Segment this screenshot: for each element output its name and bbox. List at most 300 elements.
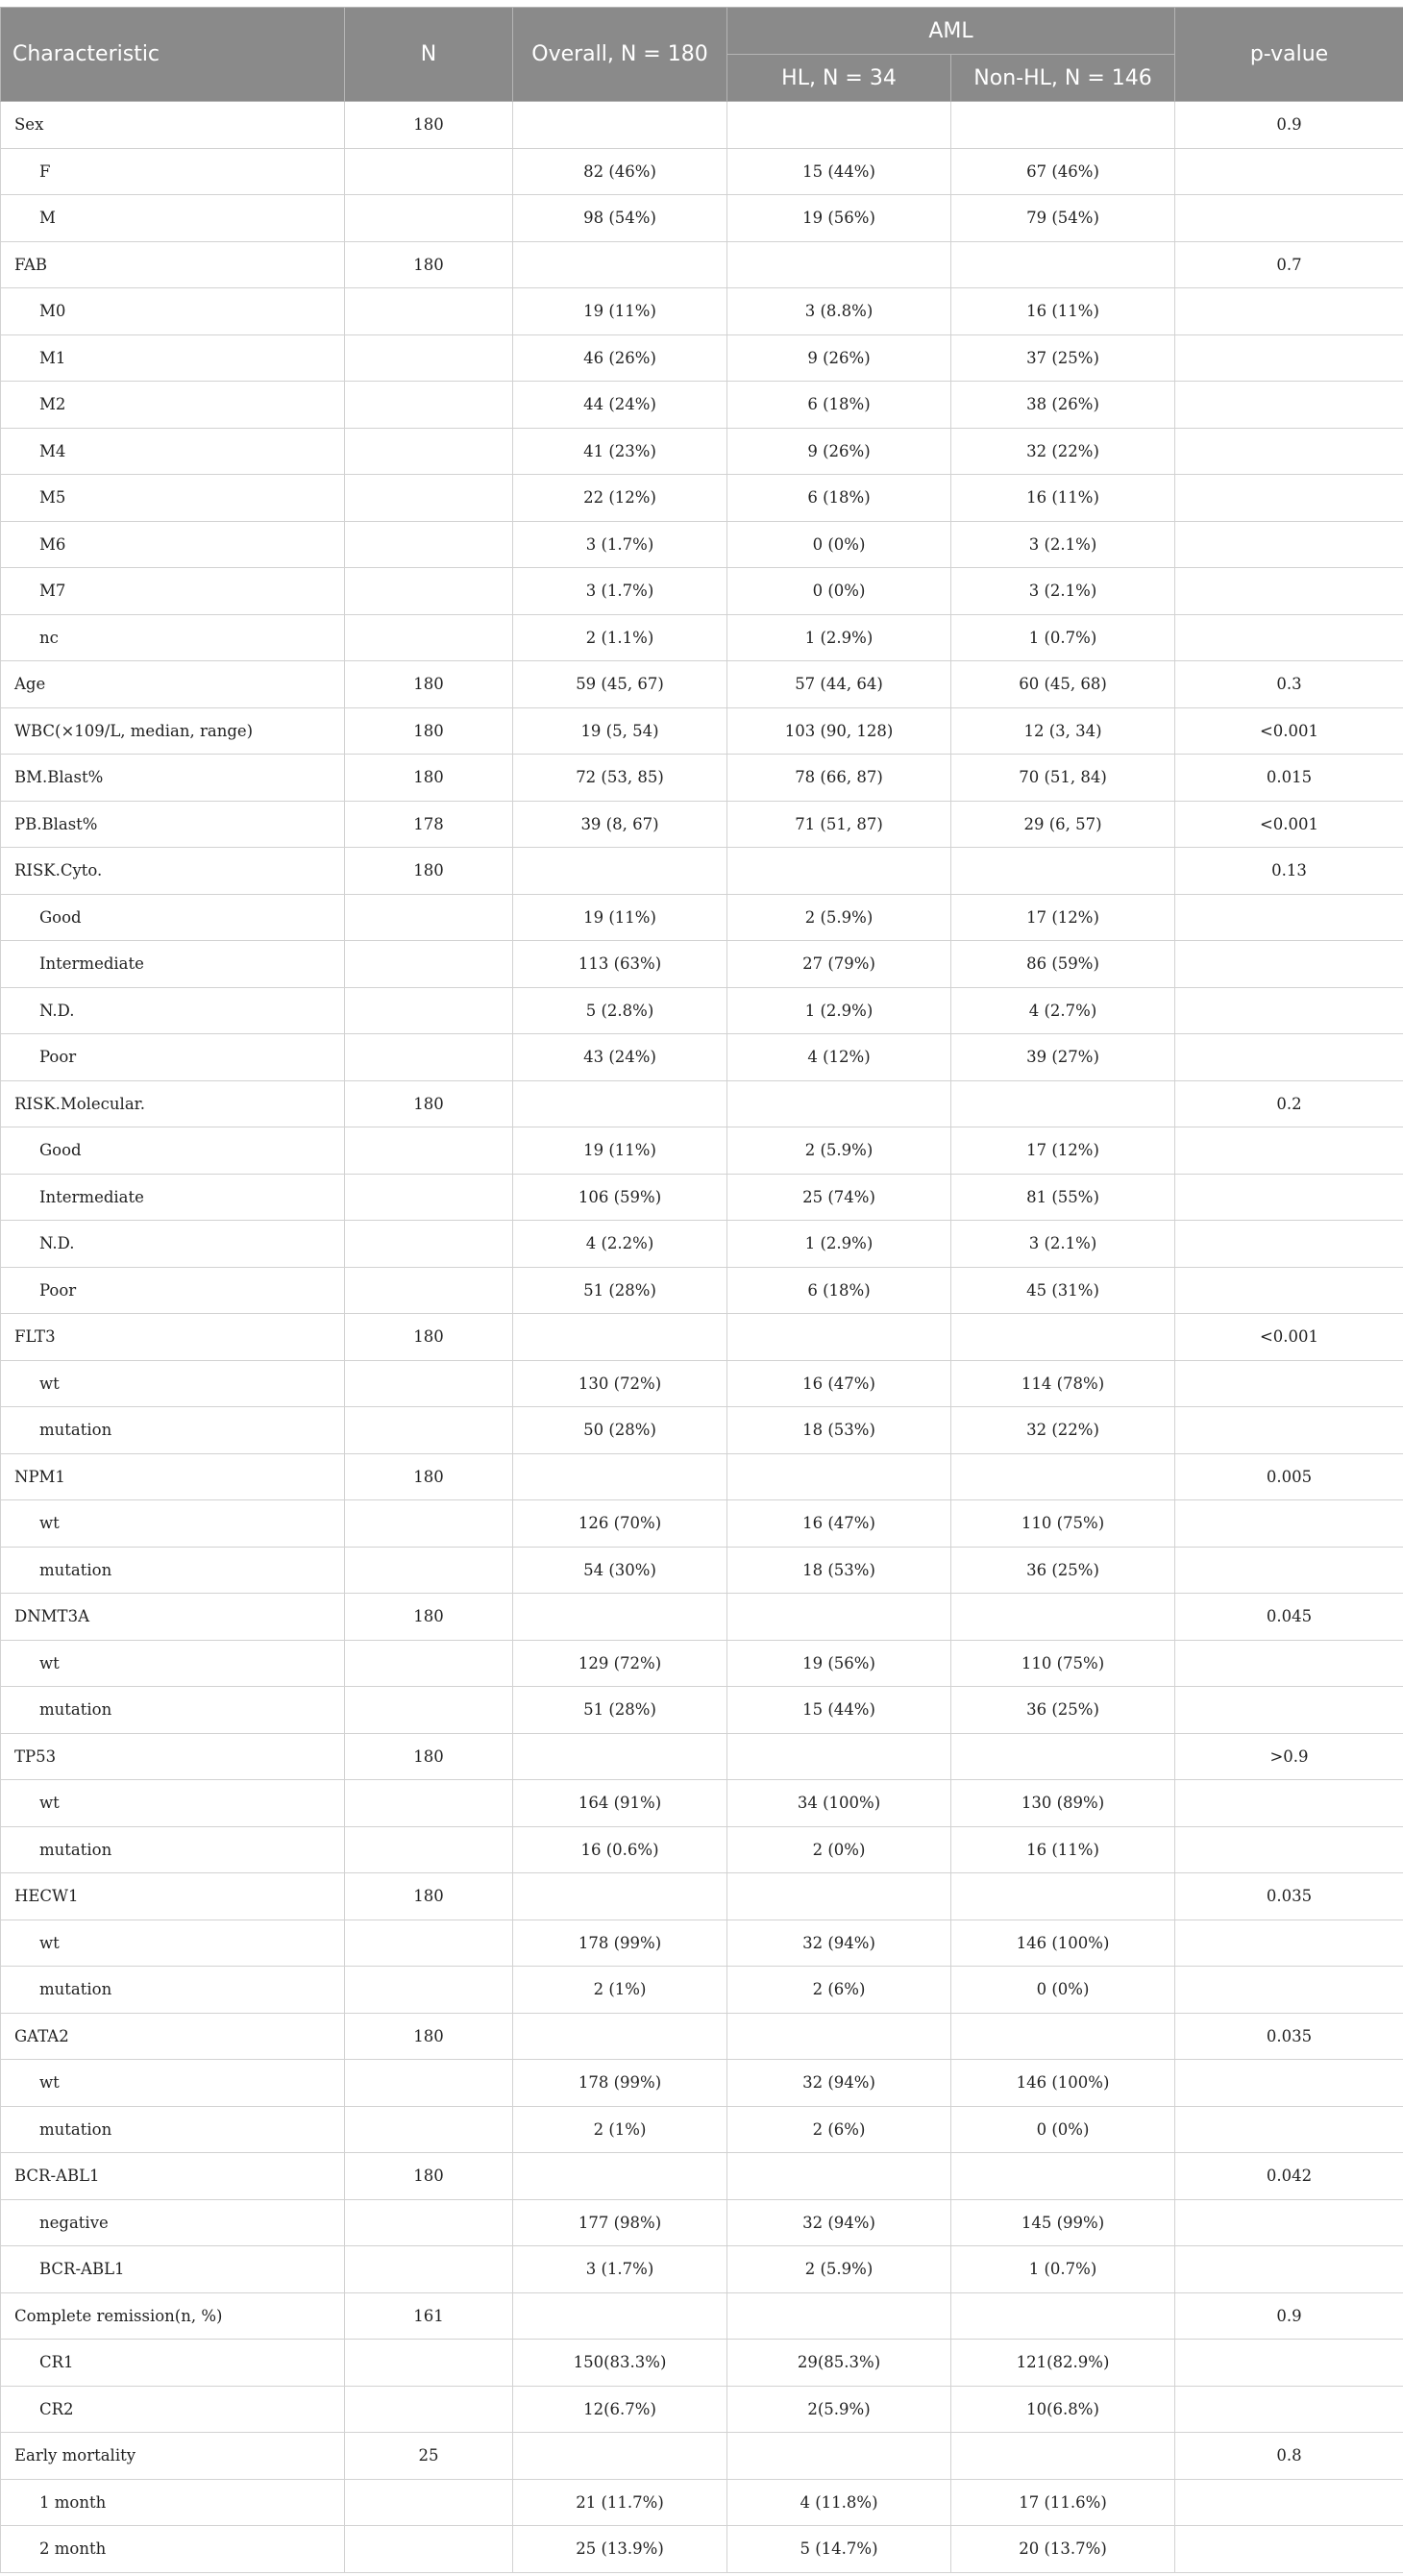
cell-n xyxy=(345,2340,513,2387)
cell-p-value xyxy=(1175,195,1403,242)
cell-p-value xyxy=(1175,1360,1403,1407)
row-label: 2 month xyxy=(1,2526,345,2573)
cell-n xyxy=(345,941,513,988)
cell-overall: 19 (11%) xyxy=(513,288,727,335)
cell-non-hl: 86 (59%) xyxy=(951,941,1175,988)
row-label: RISK.Molecular. xyxy=(1,1080,345,1127)
cell-n xyxy=(345,1127,513,1175)
row-label: 1 month xyxy=(1,2479,345,2526)
row-label: F xyxy=(1,148,345,195)
cell-n xyxy=(345,1687,513,1734)
cell-non-hl xyxy=(951,848,1175,895)
cell-n xyxy=(345,894,513,941)
table-subrow xyxy=(1,288,1403,335)
cell-non-hl xyxy=(951,2153,1175,2200)
cell-hl: 71 (51, 87) xyxy=(727,801,951,848)
cell-p-value xyxy=(1175,1267,1403,1314)
cell-overall xyxy=(513,1453,727,1500)
cell-hl: 9 (26%) xyxy=(727,334,951,382)
header-p-value: p-value xyxy=(1175,8,1403,102)
cell-overall: 178 (99%) xyxy=(513,1920,727,1967)
row-label: wt xyxy=(1,2060,345,2107)
cell-n: 180 xyxy=(345,241,513,288)
table-row xyxy=(1,1733,1403,1780)
cell-hl xyxy=(727,1453,951,1500)
cell-overall: 2 (1.1%) xyxy=(513,614,727,661)
table-row xyxy=(1,1080,1403,1127)
cell-p-value xyxy=(1175,1034,1403,1081)
table-subrow xyxy=(1,568,1403,615)
cell-overall: 82 (46%) xyxy=(513,148,727,195)
cell-non-hl: 37 (25%) xyxy=(951,334,1175,382)
table-subrow xyxy=(1,1127,1403,1175)
cell-p-value xyxy=(1175,521,1403,568)
table-row xyxy=(1,801,1403,848)
cell-p-value: <0.001 xyxy=(1175,801,1403,848)
cell-overall: 177 (98%) xyxy=(513,2199,727,2246)
cell-hl: 1 (2.9%) xyxy=(727,1221,951,1268)
table-row xyxy=(1,2292,1403,2340)
row-label: wt xyxy=(1,1780,345,1827)
cell-hl: 27 (79%) xyxy=(727,941,951,988)
row-label: wt xyxy=(1,1920,345,1967)
cell-non-hl xyxy=(951,1314,1175,1361)
cell-non-hl: 81 (55%) xyxy=(951,1174,1175,1221)
cell-n xyxy=(345,382,513,429)
table-subrow xyxy=(1,614,1403,661)
cell-non-hl: 3 (2.1%) xyxy=(951,521,1175,568)
cell-n xyxy=(345,1221,513,1268)
cell-p-value xyxy=(1175,288,1403,335)
cell-non-hl: 16 (11%) xyxy=(951,288,1175,335)
cell-hl: 0 (0%) xyxy=(727,521,951,568)
cell-hl xyxy=(727,102,951,149)
cell-overall: 51 (28%) xyxy=(513,1687,727,1734)
row-label: Age xyxy=(1,661,345,708)
cell-p-value: 0.045 xyxy=(1175,1594,1403,1641)
cell-non-hl xyxy=(951,102,1175,149)
cell-hl xyxy=(727,241,951,288)
cell-hl: 25 (74%) xyxy=(727,1174,951,1221)
cell-non-hl: 121(82.9%) xyxy=(951,2340,1175,2387)
cell-hl xyxy=(727,1733,951,1780)
row-label: GATA2 xyxy=(1,2013,345,2060)
table-subrow xyxy=(1,521,1403,568)
cell-non-hl: 79 (54%) xyxy=(951,195,1175,242)
cell-overall xyxy=(513,1733,727,1780)
cell-hl: 32 (94%) xyxy=(727,2199,951,2246)
header-overall: Overall, N = 180 xyxy=(513,8,727,102)
cell-p-value xyxy=(1175,382,1403,429)
cell-p-value xyxy=(1175,2386,1403,2433)
cell-p-value: 0.042 xyxy=(1175,2153,1403,2200)
cell-hl xyxy=(727,1594,951,1641)
table-row xyxy=(1,707,1403,755)
cell-n: 180 xyxy=(345,2153,513,2200)
table-subrow xyxy=(1,1360,1403,1407)
cell-overall xyxy=(513,1873,727,1920)
cell-non-hl: 110 (75%) xyxy=(951,1640,1175,1687)
cell-non-hl: 38 (26%) xyxy=(951,382,1175,429)
cell-overall: 3 (1.7%) xyxy=(513,568,727,615)
cell-n xyxy=(345,428,513,475)
cell-non-hl: 146 (100%) xyxy=(951,1920,1175,1967)
cell-p-value xyxy=(1175,1967,1403,2014)
cell-overall xyxy=(513,2153,727,2200)
table-subrow xyxy=(1,2106,1403,2153)
cell-n xyxy=(345,334,513,382)
row-label: M2 xyxy=(1,382,345,429)
cell-non-hl: 145 (99%) xyxy=(951,2199,1175,2246)
row-label: PB.Blast% xyxy=(1,801,345,848)
row-label: DNMT3A xyxy=(1,1594,345,1641)
cell-p-value xyxy=(1175,1920,1403,1967)
row-label: RISK.Cyto. xyxy=(1,848,345,895)
row-label: M7 xyxy=(1,568,345,615)
table-subrow xyxy=(1,1920,1403,1967)
row-label: Sex xyxy=(1,102,345,149)
cell-n xyxy=(345,987,513,1034)
cell-p-value xyxy=(1175,1127,1403,1175)
table-row xyxy=(1,1314,1403,1361)
cell-hl: 2 (5.9%) xyxy=(727,2246,951,2293)
table-subrow xyxy=(1,2060,1403,2107)
cell-hl xyxy=(727,2433,951,2480)
cell-overall: 106 (59%) xyxy=(513,1174,727,1221)
cell-n: 180 xyxy=(345,1733,513,1780)
cell-n xyxy=(345,1267,513,1314)
cell-non-hl: 45 (31%) xyxy=(951,1267,1175,1314)
cell-p-value: 0.13 xyxy=(1175,848,1403,895)
header-non-hl: Non-HL, N = 146 xyxy=(951,55,1175,102)
cell-n: 180 xyxy=(345,661,513,708)
cell-n xyxy=(345,2479,513,2526)
table-subrow xyxy=(1,428,1403,475)
cell-non-hl: 12 (3, 34) xyxy=(951,707,1175,755)
cell-p-value xyxy=(1175,1640,1403,1687)
cell-n: 180 xyxy=(345,1594,513,1641)
table-subrow xyxy=(1,1034,1403,1081)
cell-overall: 164 (91%) xyxy=(513,1780,727,1827)
cell-overall xyxy=(513,1314,727,1361)
row-label: TP53 xyxy=(1,1733,345,1780)
row-label: mutation xyxy=(1,1826,345,1873)
row-label: wt xyxy=(1,1360,345,1407)
row-label: Poor xyxy=(1,1267,345,1314)
cell-p-value: 0.9 xyxy=(1175,2292,1403,2340)
cell-overall: 5 (2.8%) xyxy=(513,987,727,1034)
cell-overall: 46 (26%) xyxy=(513,334,727,382)
cell-n xyxy=(345,1826,513,1873)
cell-n xyxy=(345,614,513,661)
cell-n: 180 xyxy=(345,707,513,755)
cell-non-hl: 1 (0.7%) xyxy=(951,2246,1175,2293)
cell-overall: 129 (72%) xyxy=(513,1640,727,1687)
cell-n: 180 xyxy=(345,1314,513,1361)
cell-non-hl: 70 (51, 84) xyxy=(951,755,1175,802)
table-subrow xyxy=(1,1407,1403,1454)
cell-hl: 2 (5.9%) xyxy=(727,894,951,941)
table-subrow xyxy=(1,2386,1403,2433)
row-label: mutation xyxy=(1,1407,345,1454)
row-label: mutation xyxy=(1,1687,345,1734)
table-subrow xyxy=(1,2340,1403,2387)
table-row xyxy=(1,755,1403,802)
cell-overall: 113 (63%) xyxy=(513,941,727,988)
cell-overall xyxy=(513,2013,727,2060)
table-header xyxy=(1,8,1403,102)
cell-overall xyxy=(513,1594,727,1641)
cell-p-value xyxy=(1175,1174,1403,1221)
cell-overall xyxy=(513,1080,727,1127)
cell-n xyxy=(345,2246,513,2293)
cell-hl: 15 (44%) xyxy=(727,1687,951,1734)
cell-hl: 103 (90, 128) xyxy=(727,707,951,755)
cell-overall: 50 (28%) xyxy=(513,1407,727,1454)
cell-overall: 2 (1%) xyxy=(513,1967,727,2014)
table-row xyxy=(1,848,1403,895)
cell-p-value xyxy=(1175,894,1403,941)
row-label: M1 xyxy=(1,334,345,382)
cell-hl: 2 (6%) xyxy=(727,1967,951,2014)
cell-hl: 78 (66, 87) xyxy=(727,755,951,802)
row-label: CR2 xyxy=(1,2386,345,2433)
cell-n: 25 xyxy=(345,2433,513,2480)
cell-n xyxy=(345,2386,513,2433)
cell-non-hl: 0 (0%) xyxy=(951,2106,1175,2153)
cell-p-value xyxy=(1175,1547,1403,1594)
cell-p-value xyxy=(1175,2060,1403,2107)
cell-n: 180 xyxy=(345,848,513,895)
row-label: Early mortality xyxy=(1,2433,345,2480)
cell-hl: 6 (18%) xyxy=(727,475,951,522)
cell-hl: 29(85.3%) xyxy=(727,2340,951,2387)
characteristics-table xyxy=(0,7,1403,2573)
cell-non-hl: 114 (78%) xyxy=(951,1360,1175,1407)
cell-p-value xyxy=(1175,2106,1403,2153)
table-row xyxy=(1,241,1403,288)
table-row xyxy=(1,2013,1403,2060)
cell-hl: 2 (5.9%) xyxy=(727,1127,951,1175)
cell-p-value xyxy=(1175,1221,1403,1268)
cell-non-hl: 110 (75%) xyxy=(951,1500,1175,1548)
table-subrow xyxy=(1,1547,1403,1594)
cell-p-value: 0.015 xyxy=(1175,755,1403,802)
cell-non-hl xyxy=(951,1594,1175,1641)
cell-overall: 19 (5, 54) xyxy=(513,707,727,755)
cell-overall: 2 (1%) xyxy=(513,2106,727,2153)
cell-p-value: 0.035 xyxy=(1175,1873,1403,1920)
cell-overall: 126 (70%) xyxy=(513,1500,727,1548)
table-subrow xyxy=(1,1221,1403,1268)
cell-p-value xyxy=(1175,1687,1403,1734)
cell-non-hl: 146 (100%) xyxy=(951,2060,1175,2107)
cell-overall: 21 (11.7%) xyxy=(513,2479,727,2526)
row-label: FAB xyxy=(1,241,345,288)
cell-hl: 3 (8.8%) xyxy=(727,288,951,335)
table-subrow xyxy=(1,894,1403,941)
cell-non-hl: 0 (0%) xyxy=(951,1967,1175,2014)
cell-n: 180 xyxy=(345,1080,513,1127)
cell-p-value xyxy=(1175,334,1403,382)
cell-non-hl: 60 (45, 68) xyxy=(951,661,1175,708)
cell-p-value: <0.001 xyxy=(1175,707,1403,755)
cell-p-value xyxy=(1175,1826,1403,1873)
cell-n xyxy=(345,2106,513,2153)
cell-p-value xyxy=(1175,148,1403,195)
cell-hl: 2 (0%) xyxy=(727,1826,951,1873)
cell-non-hl: 4 (2.7%) xyxy=(951,987,1175,1034)
cell-overall: 98 (54%) xyxy=(513,195,727,242)
cell-overall: 16 (0.6%) xyxy=(513,1826,727,1873)
table-subrow xyxy=(1,195,1403,242)
cell-hl xyxy=(727,2292,951,2340)
cell-overall: 3 (1.7%) xyxy=(513,2246,727,2293)
cell-non-hl: 32 (22%) xyxy=(951,1407,1175,1454)
cell-non-hl: 39 (27%) xyxy=(951,1034,1175,1081)
cell-non-hl xyxy=(951,241,1175,288)
row-label: M4 xyxy=(1,428,345,475)
cell-n xyxy=(345,1407,513,1454)
cell-hl: 15 (44%) xyxy=(727,148,951,195)
row-label: Good xyxy=(1,1127,345,1175)
cell-hl xyxy=(727,1314,951,1361)
cell-n xyxy=(345,1034,513,1081)
cell-n xyxy=(345,1780,513,1827)
cell-hl: 32 (94%) xyxy=(727,1920,951,1967)
cell-hl: 4 (11.8%) xyxy=(727,2479,951,2526)
cell-n xyxy=(345,1174,513,1221)
cell-n xyxy=(345,288,513,335)
cell-hl: 6 (18%) xyxy=(727,382,951,429)
cell-hl: 4 (12%) xyxy=(727,1034,951,1081)
cell-hl: 9 (26%) xyxy=(727,428,951,475)
cell-overall: 41 (23%) xyxy=(513,428,727,475)
cell-overall: 59 (45, 67) xyxy=(513,661,727,708)
cell-p-value: <0.001 xyxy=(1175,1314,1403,1361)
table-subrow xyxy=(1,941,1403,988)
table-subrow xyxy=(1,2479,1403,2526)
table-subrow xyxy=(1,1687,1403,1734)
cell-non-hl: 67 (46%) xyxy=(951,148,1175,195)
cell-non-hl: 29 (6, 57) xyxy=(951,801,1175,848)
cell-hl: 16 (47%) xyxy=(727,1500,951,1548)
cell-hl: 18 (53%) xyxy=(727,1547,951,1594)
cell-hl xyxy=(727,848,951,895)
table-subrow xyxy=(1,475,1403,522)
row-label: Intermediate xyxy=(1,941,345,988)
cell-hl xyxy=(727,1080,951,1127)
cell-n xyxy=(345,1920,513,1967)
cell-n xyxy=(345,475,513,522)
table-row xyxy=(1,2433,1403,2480)
row-label: M xyxy=(1,195,345,242)
row-label: BM.Blast% xyxy=(1,755,345,802)
table-subrow xyxy=(1,2199,1403,2246)
cell-overall xyxy=(513,2292,727,2340)
cell-p-value xyxy=(1175,1407,1403,1454)
row-label: Complete remission(n, %) xyxy=(1,2292,345,2340)
cell-p-value: 0.2 xyxy=(1175,1080,1403,1127)
cell-non-hl: 3 (2.1%) xyxy=(951,568,1175,615)
table-row xyxy=(1,1453,1403,1500)
row-label: nc xyxy=(1,614,345,661)
cell-non-hl xyxy=(951,1453,1175,1500)
cell-n: 178 xyxy=(345,801,513,848)
cell-p-value: 0.9 xyxy=(1175,102,1403,149)
cell-overall: 150(83.3%) xyxy=(513,2340,727,2387)
cell-n xyxy=(345,568,513,615)
table-subrow xyxy=(1,1967,1403,2014)
row-label: Poor xyxy=(1,1034,345,1081)
cell-non-hl: 16 (11%) xyxy=(951,1826,1175,1873)
cell-n xyxy=(345,2060,513,2107)
cell-non-hl xyxy=(951,2013,1175,2060)
cell-non-hl: 20 (13.7%) xyxy=(951,2526,1175,2573)
table-subrow xyxy=(1,148,1403,195)
row-label: N.D. xyxy=(1,987,345,1034)
cell-non-hl: 3 (2.1%) xyxy=(951,1221,1175,1268)
cell-non-hl: 10(6.8%) xyxy=(951,2386,1175,2433)
cell-n xyxy=(345,1640,513,1687)
cell-hl: 1 (2.9%) xyxy=(727,614,951,661)
cell-hl: 6 (18%) xyxy=(727,1267,951,1314)
cell-n xyxy=(345,148,513,195)
cell-overall xyxy=(513,102,727,149)
cell-hl: 16 (47%) xyxy=(727,1360,951,1407)
cell-overall: 54 (30%) xyxy=(513,1547,727,1594)
table-subrow xyxy=(1,382,1403,429)
cell-hl: 19 (56%) xyxy=(727,195,951,242)
cell-non-hl: 36 (25%) xyxy=(951,1547,1175,1594)
cell-overall: 22 (12%) xyxy=(513,475,727,522)
cell-n xyxy=(345,195,513,242)
cell-overall: 19 (11%) xyxy=(513,894,727,941)
cell-non-hl: 130 (89%) xyxy=(951,1780,1175,1827)
row-label: Intermediate xyxy=(1,1174,345,1221)
cell-n: 180 xyxy=(345,1453,513,1500)
cell-overall: 12(6.7%) xyxy=(513,2386,727,2433)
table-subrow xyxy=(1,987,1403,1034)
cell-non-hl: 36 (25%) xyxy=(951,1687,1175,1734)
row-label: BCR-ABL1 xyxy=(1,2246,345,2293)
table-subrow xyxy=(1,1640,1403,1687)
cell-p-value xyxy=(1175,2526,1403,2573)
cell-hl: 2(5.9%) xyxy=(727,2386,951,2433)
cell-n: 180 xyxy=(345,1873,513,1920)
table-row xyxy=(1,102,1403,149)
row-label: mutation xyxy=(1,2106,345,2153)
cell-p-value xyxy=(1175,614,1403,661)
cell-n xyxy=(345,1500,513,1548)
cell-n: 161 xyxy=(345,2292,513,2340)
row-label: negative xyxy=(1,2199,345,2246)
row-label: mutation xyxy=(1,1967,345,2014)
cell-p-value: 0.3 xyxy=(1175,661,1403,708)
cell-overall: 130 (72%) xyxy=(513,1360,727,1407)
table-subrow xyxy=(1,1826,1403,1873)
header-characteristic: Characteristic xyxy=(1,8,345,102)
cell-n xyxy=(345,1967,513,2014)
row-label: HECW1 xyxy=(1,1873,345,1920)
cell-hl: 2 (6%) xyxy=(727,2106,951,2153)
cell-hl: 1 (2.9%) xyxy=(727,987,951,1034)
row-label: BCR-ABL1 xyxy=(1,2153,345,2200)
cell-overall: 3 (1.7%) xyxy=(513,521,727,568)
cell-n xyxy=(345,1547,513,1594)
cell-p-value xyxy=(1175,1780,1403,1827)
row-label: NPM1 xyxy=(1,1453,345,1500)
